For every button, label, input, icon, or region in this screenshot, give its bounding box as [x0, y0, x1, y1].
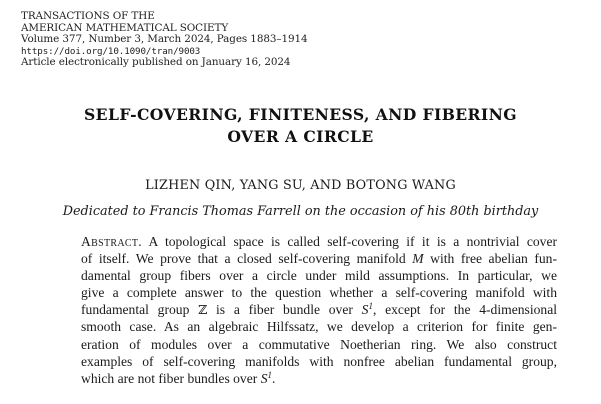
- math-symbol: $S^1$: [260, 369, 272, 386]
- title-line1: SELF-COVERING, FINITENESS, AND FIBERING: [84, 105, 517, 124]
- authors: LIZHEN QIN, YANG SU, AND BOTONG WANG: [145, 178, 456, 193]
- journal-name-line1: TRANSACTIONS OF THE: [21, 10, 155, 22]
- math-symbol: ℤ: [198, 302, 208, 318]
- journal-name-line2: AMERICAN MATHEMATICAL SOCIETY: [21, 21, 229, 34]
- abstract-line: eration of modules over a commutative Noetherian ring. We also construct: [81, 336, 557, 352]
- abstract-line: damental group fibers over a circle under mild assumptions. In particular, we: [81, 268, 557, 284]
- publication-date: Article electronically published on January 16, 2024: [21, 56, 291, 69]
- paper-title: [40, 104, 561, 148]
- abstract-line: examples of self-covering manifolds with nonfree abelian fundamental group,: [81, 353, 557, 369]
- abstract-line: smooth case. As an algebraic Hilfssatz, we develop a criterion for finite gen-: [81, 319, 557, 335]
- volume-info: Volume 377, Number 3, March 2024, Pages 1883–1914: [21, 33, 308, 46]
- abstract-line: Abstract. A topological space is called self-covering if it is a nontrivial cover: [81, 234, 558, 249]
- abstract-line: give a complete answer to the question whether a self-covering manifold with: [81, 285, 557, 301]
- math-symbol: $S^1$: [361, 301, 373, 318]
- abstract-label: Abstract.: [81, 234, 142, 249]
- abstract-line: which are not fiber bundles over $S^1$.: [81, 369, 276, 386]
- journal-masthead: [21, 11, 581, 69]
- abstract-line: fundamental group ℤ is a fiber bundle over $S^1$, except for the 4-dimensional: [81, 301, 558, 318]
- doi-link[interactable]: https://doi.org/10.1090/tran/9003: [21, 45, 201, 57]
- abstract: [81, 233, 557, 387]
- abstract-line: of itself. We prove that a closed self-covering manifold M with free abelian fun-: [81, 251, 558, 267]
- math-symbol: M: [412, 251, 424, 267]
- title-line2: OVER A CIRCLE: [227, 127, 374, 146]
- dedication: Dedicated to Francis Thomas Farrell on the occasion of his 80th birthday: [62, 204, 539, 219]
